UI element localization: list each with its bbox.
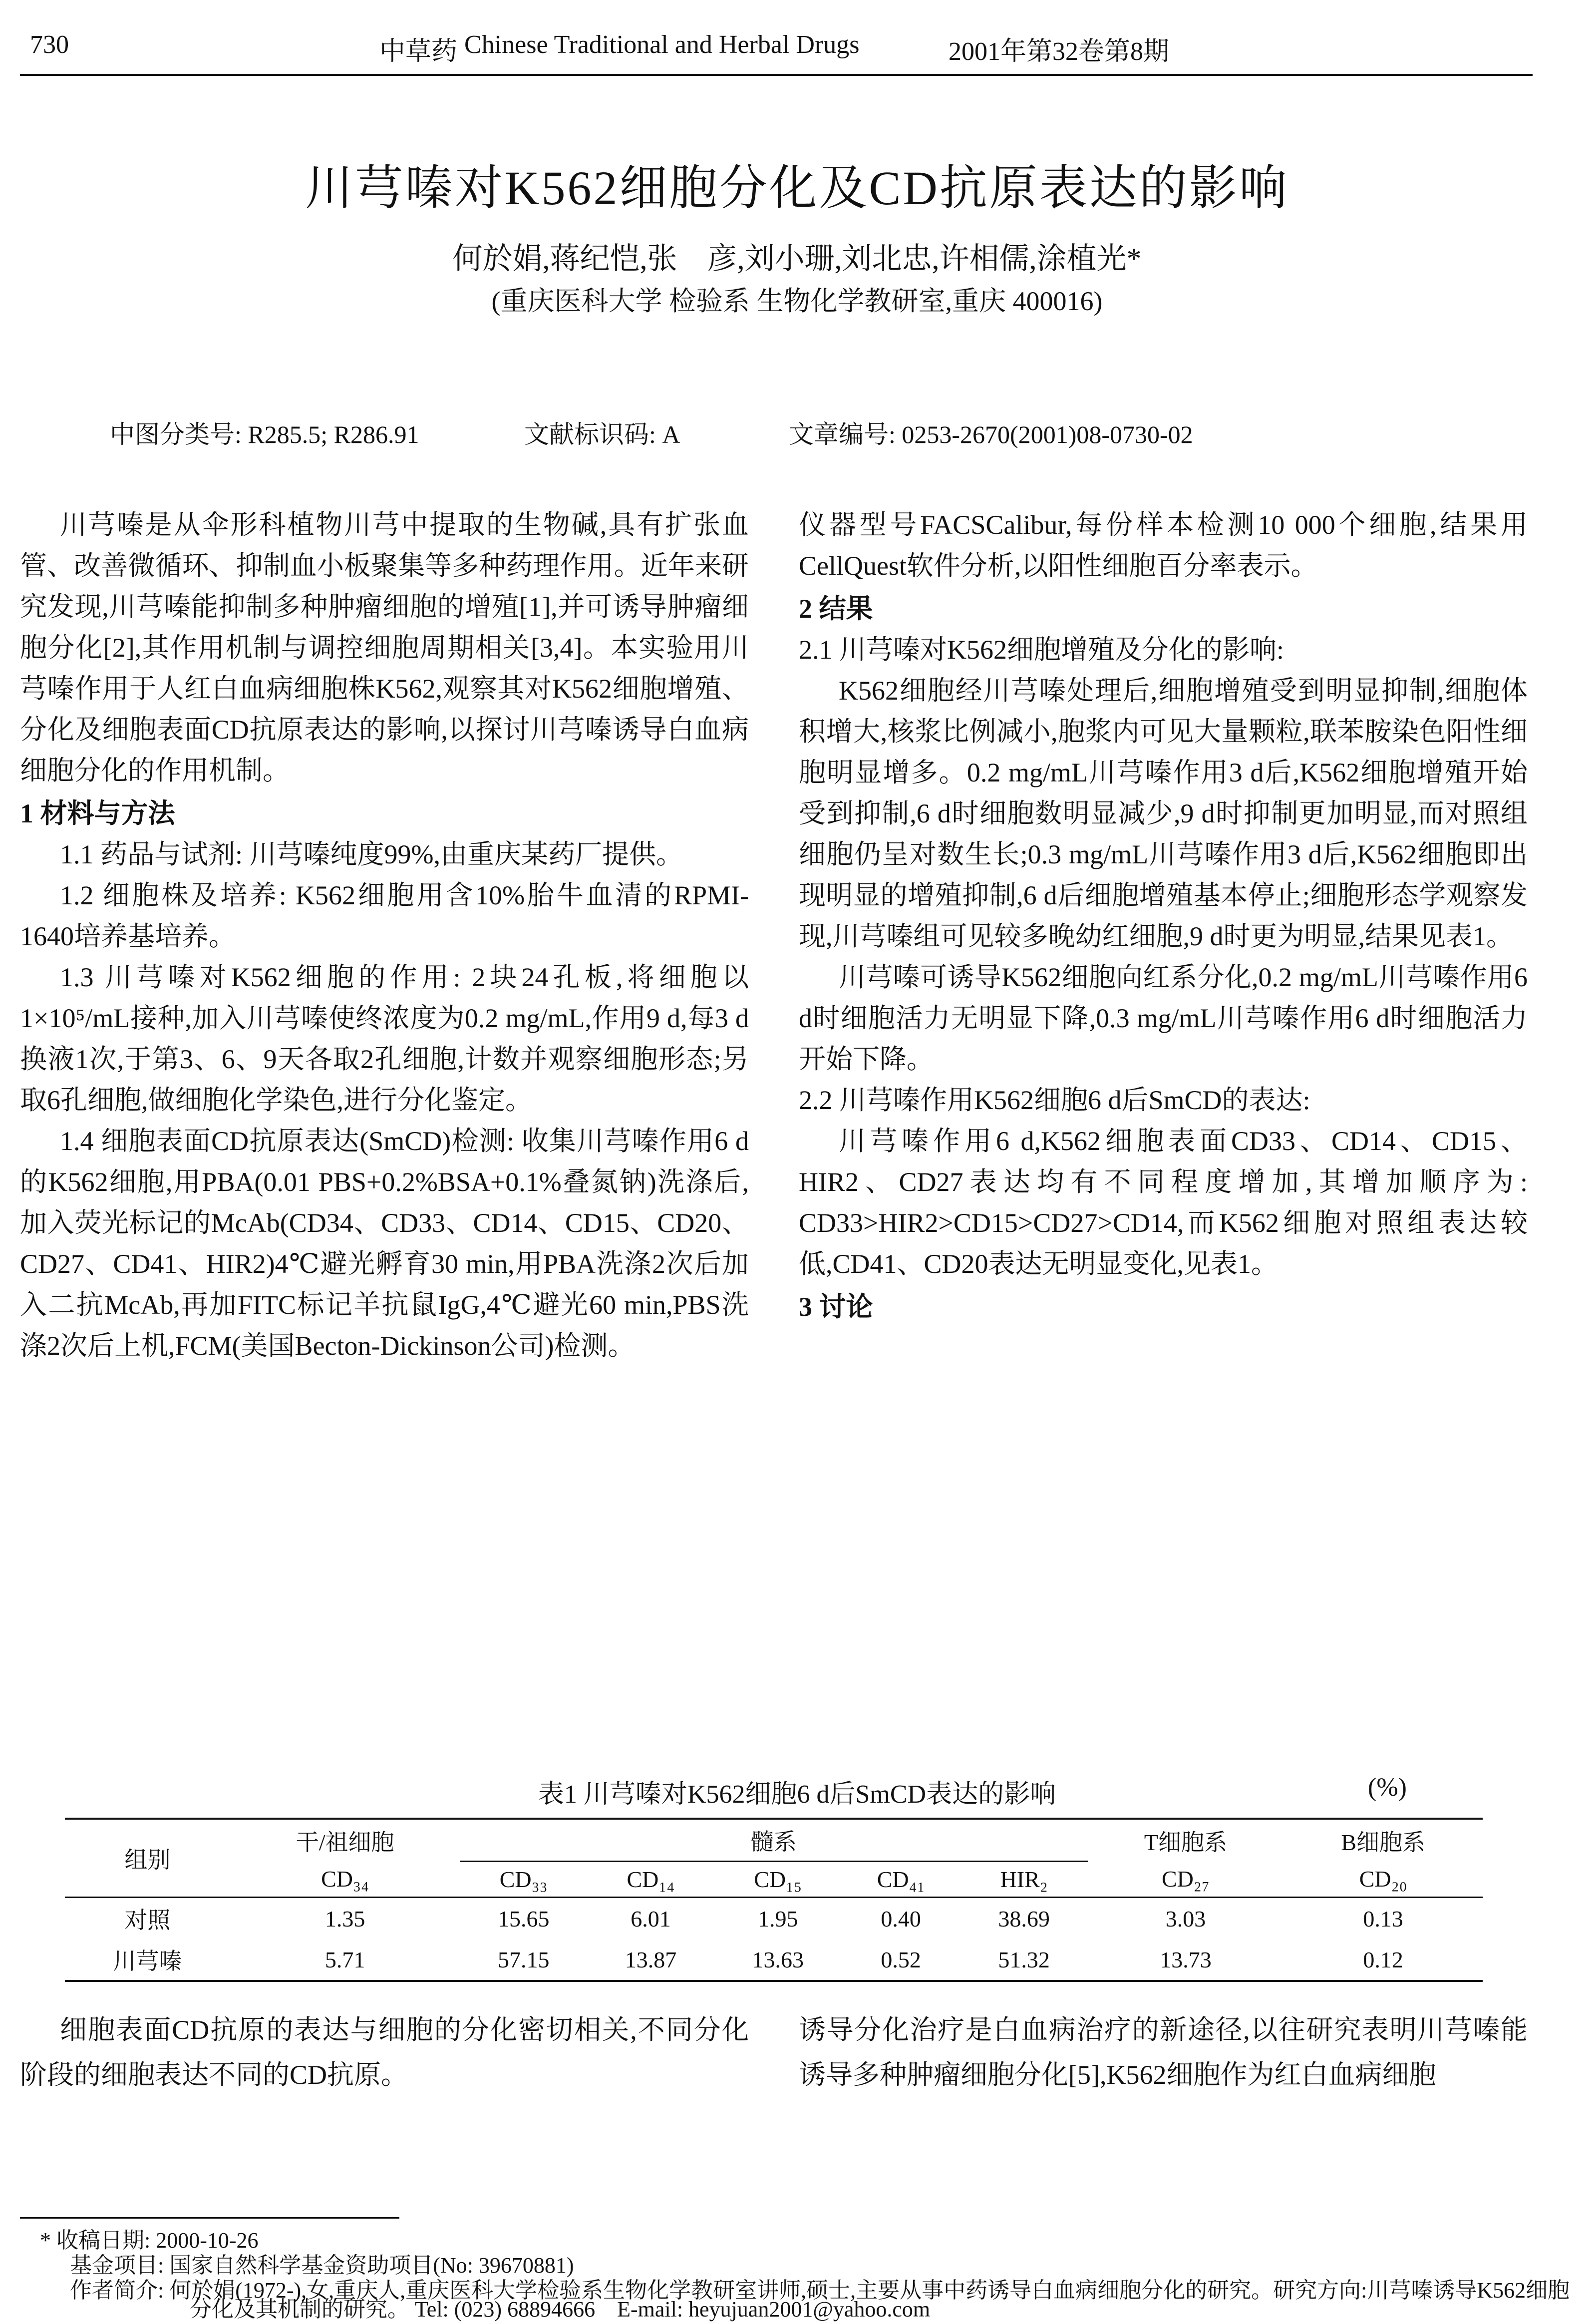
section-heading-results: 2 结果 [799, 594, 873, 624]
page-number: 730 [30, 30, 69, 59]
table-column-header: CD₃₃ [499, 1867, 548, 1892]
affiliation: (重庆医科大学 检验系 生物化学教研室,重庆 400016) [491, 286, 1103, 316]
table-column-header: CD₁₄ [627, 1867, 675, 1892]
table-cell: 13.63 [752, 1946, 804, 1972]
row-label: 川芎嗪 [113, 1948, 182, 1974]
clc-number: 中图分类号: R285.5; R286.91 [110, 420, 419, 448]
table-column-header: HIR₂ [1000, 1867, 1048, 1892]
table-cell: 3.03 [1165, 1906, 1206, 1932]
table-cell: 13.73 [1160, 1946, 1212, 1972]
table-group-header: B细胞系 [1341, 1829, 1426, 1855]
table-cell: 13.87 [625, 1946, 677, 1972]
table-cell: 0.40 [881, 1906, 921, 1932]
article-title: 川芎嗪对K562细胞分化及CD抗原表达的影响 [305, 161, 1289, 215]
table-cell: 57.15 [497, 1946, 550, 1972]
results-viability: 川芎嗪可诱导K562细胞向红系分化,0.2 mg/mL川芎嗪作用6 d时细胞活力无明显下降,0.3 mg/mL川芎嗪作用6 d时细胞活力开始下降。 [799, 962, 1528, 1074]
table-cell: 6.01 [631, 1906, 671, 1932]
table-cell: 51.32 [998, 1946, 1050, 1972]
document-code: 文献标识码: A [524, 420, 680, 448]
table-cell: 15.65 [497, 1906, 550, 1932]
table-group-header: 髓系 [460, 1819, 1087, 1862]
right-column [799, 504, 1528, 1327]
footnote-bio: 作者简介: 何於娟(1972-),女,重庆人,重庆医科大学检验系生物化学教研室讲师,硕士,主要从事中药诱导白血病细胞分化的研究。研究方向:川芎嗪诱导K562细胞 [70, 2278, 1570, 2303]
table-column-header: CD₂₇ [1161, 1866, 1210, 1892]
methods-instrument: 仪器型号FACSCalibur,每份样本检测10 000个细胞,结果用CellQuest软件分析,以阳性细胞百分率表示。 [799, 510, 1528, 581]
results-subheading-2: 2.2 川芎嗪作用K562细胞6 d后SmCD的表达: [799, 1085, 1310, 1115]
discussion-right [799, 2007, 1528, 2097]
table-group-header: T细胞系 [1144, 1829, 1227, 1855]
discussion-right-text: 诱导分化治疗是白血病治疗的新途径,以往研究表明川芎嗪能诱导多种肿瘤细胞分化[5],K562细胞作为红白血病细胞 [799, 2015, 1528, 2090]
table-row [65, 1939, 1483, 1981]
journal-title-en: Chinese Traditional and Herbal Drugs [464, 30, 860, 59]
discussion-left-text: 细胞表面CD抗原的表达与细胞的分化密切相关,不同分化阶段的细胞表达不同的CD抗原。 [20, 2015, 749, 2090]
section-heading-discussion: 3 讨论 [799, 1292, 873, 1322]
methods-cells: 1.2 细胞株及培养: K562细胞用含10%胎牛血清的RPMI-1640培养基培养。 [20, 880, 749, 951]
table-column-header: CD₁₅ [754, 1867, 802, 1892]
results-subheading-1: 2.1 川芎嗪对K562细胞增殖及分化的影响: [799, 635, 1284, 665]
table-stub-header: 组别 [65, 1819, 230, 1898]
results-smcd: 川芎嗪作用6 d,K562细胞表面CD33、CD14、CD15、HIR2、CD27表达均有不同程度增加,其增加顺序为: CD33>HIR2>CD15>CD27>CD14,而K562细胞对照组表达较低,CD41、CD20表达无明显变化,见表1。 [799, 1126, 1528, 1279]
table-group-header: 干/祖细胞 [296, 1829, 394, 1855]
smcd-table [65, 1818, 1483, 1982]
table-cell: 0.13 [1363, 1906, 1403, 1932]
table-column-header: CD₄₁ [877, 1867, 925, 1892]
table-caption [0, 1773, 1594, 1810]
table-column-header: CD₂₀ [1359, 1866, 1407, 1892]
article-id: 文章编号: 0253-2670(2001)08-0730-02 [789, 420, 1193, 448]
results-proliferation: K562细胞经川芎嗪处理后,细胞增殖受到明显抑制,细胞体积增大,核浆比例减小,胞浆内可见大量颗粒,联苯胺染色阳性细胞明显增多。0.2 mg/mL川芎嗪作用3 d后,K562细胞增殖开始受到抑制,6 d时细胞数明显减少,9 d时抑制更加明显,而对照组细胞仍呈对数生长;0.3 mg/mL川芎嗪作用3 d后,K562细胞即出现明显的增殖抑制,6 d后细胞增殖基本停止;细胞形态学观察发现,川芎嗪组可见较多晚幼红细胞,9 d时更为明显,结果见表1。 [799, 676, 1528, 951]
discussion-left [20, 2007, 749, 2097]
row-label: 对照 [124, 1908, 171, 1933]
methods-drugs: 1.1 药品与试剂: 川芎嗪纯度99%,由重庆某药厂提供。 [60, 839, 683, 869]
intro-paragraph: 川芎嗪是从伞形科植物川芎中提取的生物碱,具有扩张血管、改善微循环、抑制血小板聚集等多种药理作用。近年来研究发现,川芎嗪能抑制多种肿瘤细胞的增殖[1],并可诱导肿瘤细胞分化[2],其作用机制与调控细胞周期相关[3,4]。本实验用川芎嗪作用于人红白血病细胞株K562,观察其对K562细胞增殖、分化及细胞表面CD抗原表达的影响,以探讨川芎嗪诱导白血病细胞分化的作用机制。 [20, 510, 749, 785]
journal-title-cn: 中草药 [379, 37, 458, 66]
authors: 何於娟,蒋纪恺,张 彦,刘小珊,刘北忠,许相儒,涂植光* [452, 242, 1142, 275]
table-cell: 1.95 [757, 1906, 798, 1932]
table-column-header: CD₃₄ [321, 1866, 369, 1892]
table-cell: 38.69 [998, 1906, 1050, 1932]
table-unit: (%) [1368, 1773, 1407, 1802]
table-cell: 1.35 [324, 1906, 365, 1932]
header-rule [20, 74, 1533, 76]
table-cell: 0.12 [1363, 1946, 1403, 1972]
footnote-fund: 基金项目: 国家自然科学基金资助项目(No: 39670881) [70, 2253, 574, 2278]
left-column [20, 504, 749, 1366]
table-row [65, 1898, 1483, 1939]
table-cell: 5.71 [324, 1946, 365, 1972]
table-cell: 0.52 [881, 1946, 921, 1972]
table-caption-text: 表1 川芎嗪对K562细胞6 d后SmCD表达的影响 [538, 1780, 1056, 1809]
issue-info: 2001年第32卷第8期 [949, 37, 1170, 66]
footnote-bio-contact: 分化及其机制的研究。 Tel: (023) 68894666 E-mail: heyujuan2001@yahoo.com [190, 2297, 931, 2322]
section-heading-methods: 1 材料与方法 [20, 798, 175, 828]
footnote-received: * 收稿日期: 2000-10-26 [40, 2228, 259, 2253]
footnote-rule [20, 2217, 399, 2219]
methods-smcd: 1.4 细胞表面CD抗原表达(SmCD)检测: 收集川芎嗪作用6 d的K562细胞,用PBA(0.01 PBS+0.2%BSA+0.1%叠氮钠)洗涤后,加入荧光标记的McAb(CD34、CD33、CD14、CD15、CD20、CD27、CD41、HIR2)4℃避光孵育30 min,用PBA洗涤2次后加入二抗McAb,再加FITC标记羊抗鼠IgG,4℃避光60 min,PBS洗涤2次后上机,FCM(美国Becton-Dickinson公司)检测。 [20, 1126, 749, 1361]
methods-treatment: 1.3 川芎嗪对K562细胞的作用: 2块24孔板,将细胞以1×10⁵/mL接种,加入川芎嗪使终浓度为0.2 mg/mL,作用9 d,每3 d换液1次,于第3、6、9天各取2孔细胞,计数并观察细胞形态;另取6孔细胞,做细胞化学染色,进行分化鉴定。 [20, 962, 749, 1115]
